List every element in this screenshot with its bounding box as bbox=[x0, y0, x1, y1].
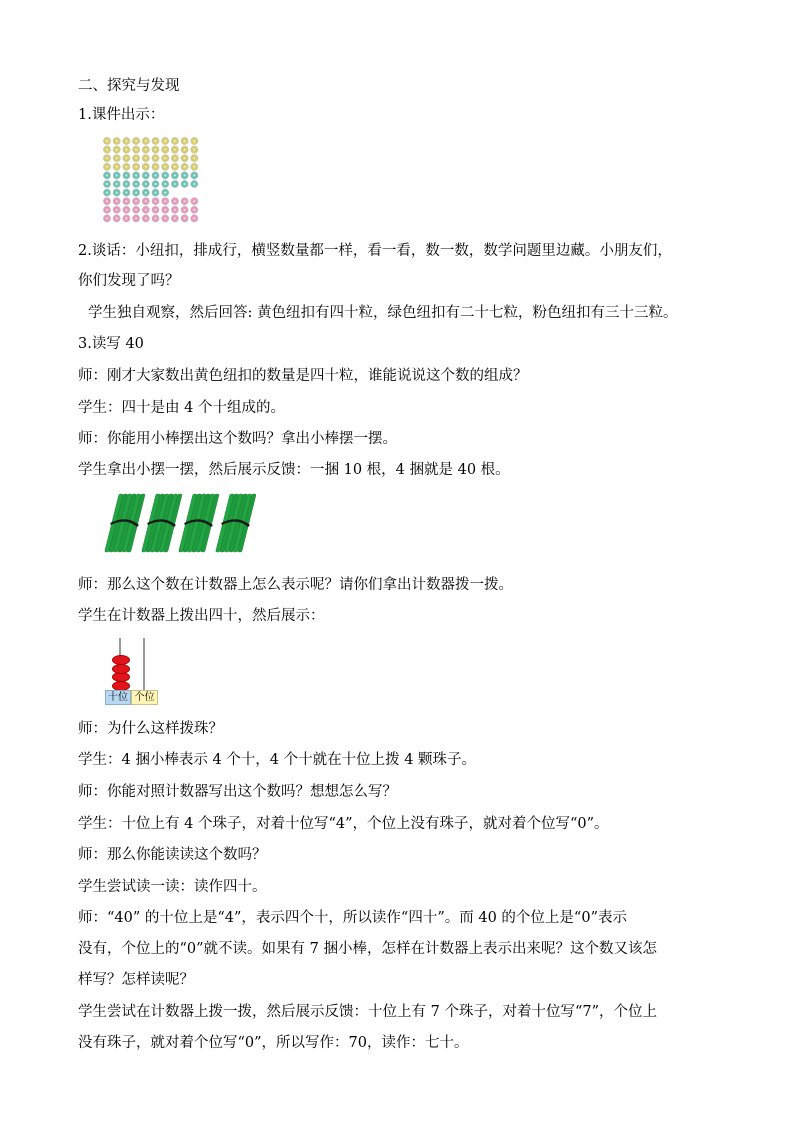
student-line-1: 学生：四十是由 4 个十组成的。 bbox=[78, 400, 285, 416]
button-hole bbox=[125, 140, 127, 142]
button-hole bbox=[155, 209, 157, 211]
button-hole bbox=[184, 209, 186, 211]
item-2-line-1: 2.谈话：小纽扣，排成行，横竖数量都一样，看一看，数一数，数学问题里边藏。小朋友们， bbox=[78, 243, 672, 259]
button-hole bbox=[174, 217, 176, 219]
button-hole bbox=[116, 157, 118, 159]
button-hole bbox=[125, 192, 127, 194]
button-hole bbox=[145, 209, 147, 211]
stick-bundle bbox=[215, 494, 257, 552]
button-hole bbox=[193, 140, 195, 142]
button-hole bbox=[174, 166, 176, 168]
button-hole bbox=[145, 192, 147, 194]
button-hole bbox=[145, 217, 147, 219]
button-hole bbox=[106, 166, 108, 168]
button-hole bbox=[164, 157, 166, 159]
button-hole bbox=[106, 217, 108, 219]
tens-label: 十位 bbox=[105, 690, 131, 705]
button-hole bbox=[174, 174, 176, 176]
button-hole bbox=[174, 157, 176, 159]
buttons-grid-figure bbox=[102, 136, 202, 226]
observation: 学生独自观察，然后回答: 黄色纽扣有四十粒，绿色纽扣有二十七粒，粉色纽扣有三十三粒。 bbox=[88, 305, 678, 321]
teacher-line-1: 师：刚才大家数出黄色纽扣的数量是四十粒，谁能说说这个数的组成？ bbox=[78, 368, 528, 384]
button-hole bbox=[145, 140, 147, 142]
stick-bundles-figure bbox=[102, 490, 258, 558]
button-hole bbox=[193, 149, 195, 151]
button-hole bbox=[193, 157, 195, 159]
button-hole bbox=[125, 200, 127, 202]
item-2-line-2: 你们发现了吗？ bbox=[78, 273, 180, 289]
button-hole bbox=[174, 209, 176, 211]
button-hole bbox=[106, 149, 108, 151]
button-hole bbox=[135, 209, 137, 211]
student-line-4: 学生：4 捆小棒表示 4 个十，4 个十就在十位上拨 4 颗珠子。 bbox=[78, 752, 477, 768]
button-hole bbox=[164, 209, 166, 211]
button-hole bbox=[184, 157, 186, 159]
student-line-7-a: 学生尝试在计数器上拨一拨，然后展示反馈：十位上有 7 个珠子，对着十位写“7”，个位上 bbox=[78, 1004, 657, 1020]
button-hole bbox=[193, 174, 195, 176]
button-hole bbox=[155, 157, 157, 159]
button-hole bbox=[145, 200, 147, 202]
button-hole bbox=[116, 149, 118, 151]
button-hole bbox=[174, 183, 176, 185]
button-hole bbox=[164, 217, 166, 219]
button-hole bbox=[125, 149, 127, 151]
button-hole bbox=[184, 217, 186, 219]
button-hole bbox=[155, 192, 157, 194]
button-hole bbox=[106, 200, 108, 202]
teacher-line-4: 师：为什么这样拨珠？ bbox=[78, 721, 223, 737]
button-hole bbox=[145, 183, 147, 185]
button-hole bbox=[135, 183, 137, 185]
button-hole bbox=[145, 157, 147, 159]
teacher-line-6: 师：那么你能读读这个数吗？ bbox=[78, 847, 267, 863]
button-hole bbox=[106, 183, 108, 185]
student-line-3: 学生在计数器上拨出四十，然后展示： bbox=[78, 608, 325, 624]
button-hole bbox=[135, 192, 137, 194]
button-hole bbox=[125, 209, 127, 211]
abacus-bead bbox=[112, 672, 130, 682]
teacher-line-7-b: 没有，个位上的“0”就不读。如果有 7 捆小棒，怎样在计数器上表示出来呢？这个数又该怎 bbox=[78, 941, 657, 957]
student-line-6: 学生尝试读一读：读作四十。 bbox=[78, 879, 267, 895]
button-hole bbox=[155, 140, 157, 142]
student-line-5: 学生：十位上有 4 个珠子，对着十位写“4”，个位上没有珠子，就对着个位写“0”。 bbox=[78, 816, 609, 832]
button-hole bbox=[125, 217, 127, 219]
item-1: 1.课件出示： bbox=[78, 107, 165, 123]
button-hole bbox=[184, 200, 186, 202]
button-hole bbox=[184, 140, 186, 142]
button-hole bbox=[106, 174, 108, 176]
button-hole bbox=[106, 192, 108, 194]
button-hole bbox=[155, 183, 157, 185]
button-hole bbox=[145, 174, 147, 176]
button-hole bbox=[125, 166, 127, 168]
abacus-bead bbox=[112, 655, 130, 665]
button-hole bbox=[135, 149, 137, 151]
abacus-bead bbox=[112, 681, 130, 691]
section-heading: 二、探究与发现 bbox=[78, 78, 180, 94]
button-hole bbox=[116, 183, 118, 185]
button-hole bbox=[135, 140, 137, 142]
button-hole bbox=[116, 192, 118, 194]
teacher-line-5: 师：你能对照计数器写出这个数吗？想想怎么写？ bbox=[78, 784, 397, 800]
button-hole bbox=[145, 149, 147, 151]
button-hole bbox=[125, 157, 127, 159]
stick-bundle bbox=[141, 494, 183, 552]
student-line-7-b: 没有珠子，就对着个位写“0”，所以写作：70，读作：七十。 bbox=[78, 1035, 469, 1051]
button-hole bbox=[155, 166, 157, 168]
button-hole bbox=[106, 140, 108, 142]
button-hole bbox=[164, 174, 166, 176]
button-hole bbox=[193, 183, 195, 185]
teacher-line-7-a: 师：“40” 的十位上是“4”，表示四个十，所以读作“四十”。而 40 的个位上是“0”表示 bbox=[78, 910, 627, 926]
student-line-2: 学生拿出小摆一摆，然后展示反馈：一捆 10 根，4 捆就是 40 根。 bbox=[78, 462, 510, 478]
teacher-line-7-c: 样写？怎样读呢？ bbox=[78, 972, 194, 988]
button-hole bbox=[155, 200, 157, 202]
teacher-line-2: 师：你能用小棒摆出这个数吗？拿出小棒摆一摆。 bbox=[78, 431, 397, 447]
teacher-line-3: 师：那么这个数在计数器上怎么表示呢？请你们拿出计数器拨一拨。 bbox=[78, 577, 513, 593]
button-hole bbox=[164, 200, 166, 202]
stick-bundle bbox=[178, 494, 220, 552]
button-hole bbox=[164, 192, 166, 194]
button-hole bbox=[106, 209, 108, 211]
button-hole bbox=[184, 166, 186, 168]
button-hole bbox=[174, 149, 176, 151]
button-hole bbox=[116, 200, 118, 202]
button-hole bbox=[164, 183, 166, 185]
button-hole bbox=[125, 174, 127, 176]
item-3: 3.读写 40 bbox=[78, 336, 144, 352]
button-hole bbox=[135, 200, 137, 202]
button-hole bbox=[174, 200, 176, 202]
button-hole bbox=[106, 157, 108, 159]
button-hole bbox=[135, 157, 137, 159]
button-hole bbox=[155, 174, 157, 176]
button-hole bbox=[135, 166, 137, 168]
button-hole bbox=[116, 217, 118, 219]
stick-bundle bbox=[104, 494, 146, 552]
button-hole bbox=[116, 140, 118, 142]
ones-label: 个位 bbox=[131, 690, 158, 705]
ones-rod bbox=[143, 638, 145, 690]
button-hole bbox=[174, 140, 176, 142]
button-hole bbox=[193, 166, 195, 168]
abacus-bead bbox=[112, 664, 130, 674]
button-hole bbox=[135, 217, 137, 219]
button-hole bbox=[164, 140, 166, 142]
button-hole bbox=[164, 149, 166, 151]
button-hole bbox=[193, 200, 195, 202]
button-hole bbox=[116, 166, 118, 168]
button-hole bbox=[164, 166, 166, 168]
button-hole bbox=[155, 149, 157, 151]
button-hole bbox=[116, 174, 118, 176]
button-hole bbox=[193, 209, 195, 211]
button-hole bbox=[193, 217, 195, 219]
button-hole bbox=[184, 149, 186, 151]
button-hole bbox=[125, 183, 127, 185]
button-hole bbox=[155, 217, 157, 219]
button-hole bbox=[116, 209, 118, 211]
button-hole bbox=[184, 174, 186, 176]
button-hole bbox=[135, 174, 137, 176]
button-hole bbox=[145, 166, 147, 168]
button-hole bbox=[184, 183, 186, 185]
abacus-figure bbox=[105, 638, 160, 706]
